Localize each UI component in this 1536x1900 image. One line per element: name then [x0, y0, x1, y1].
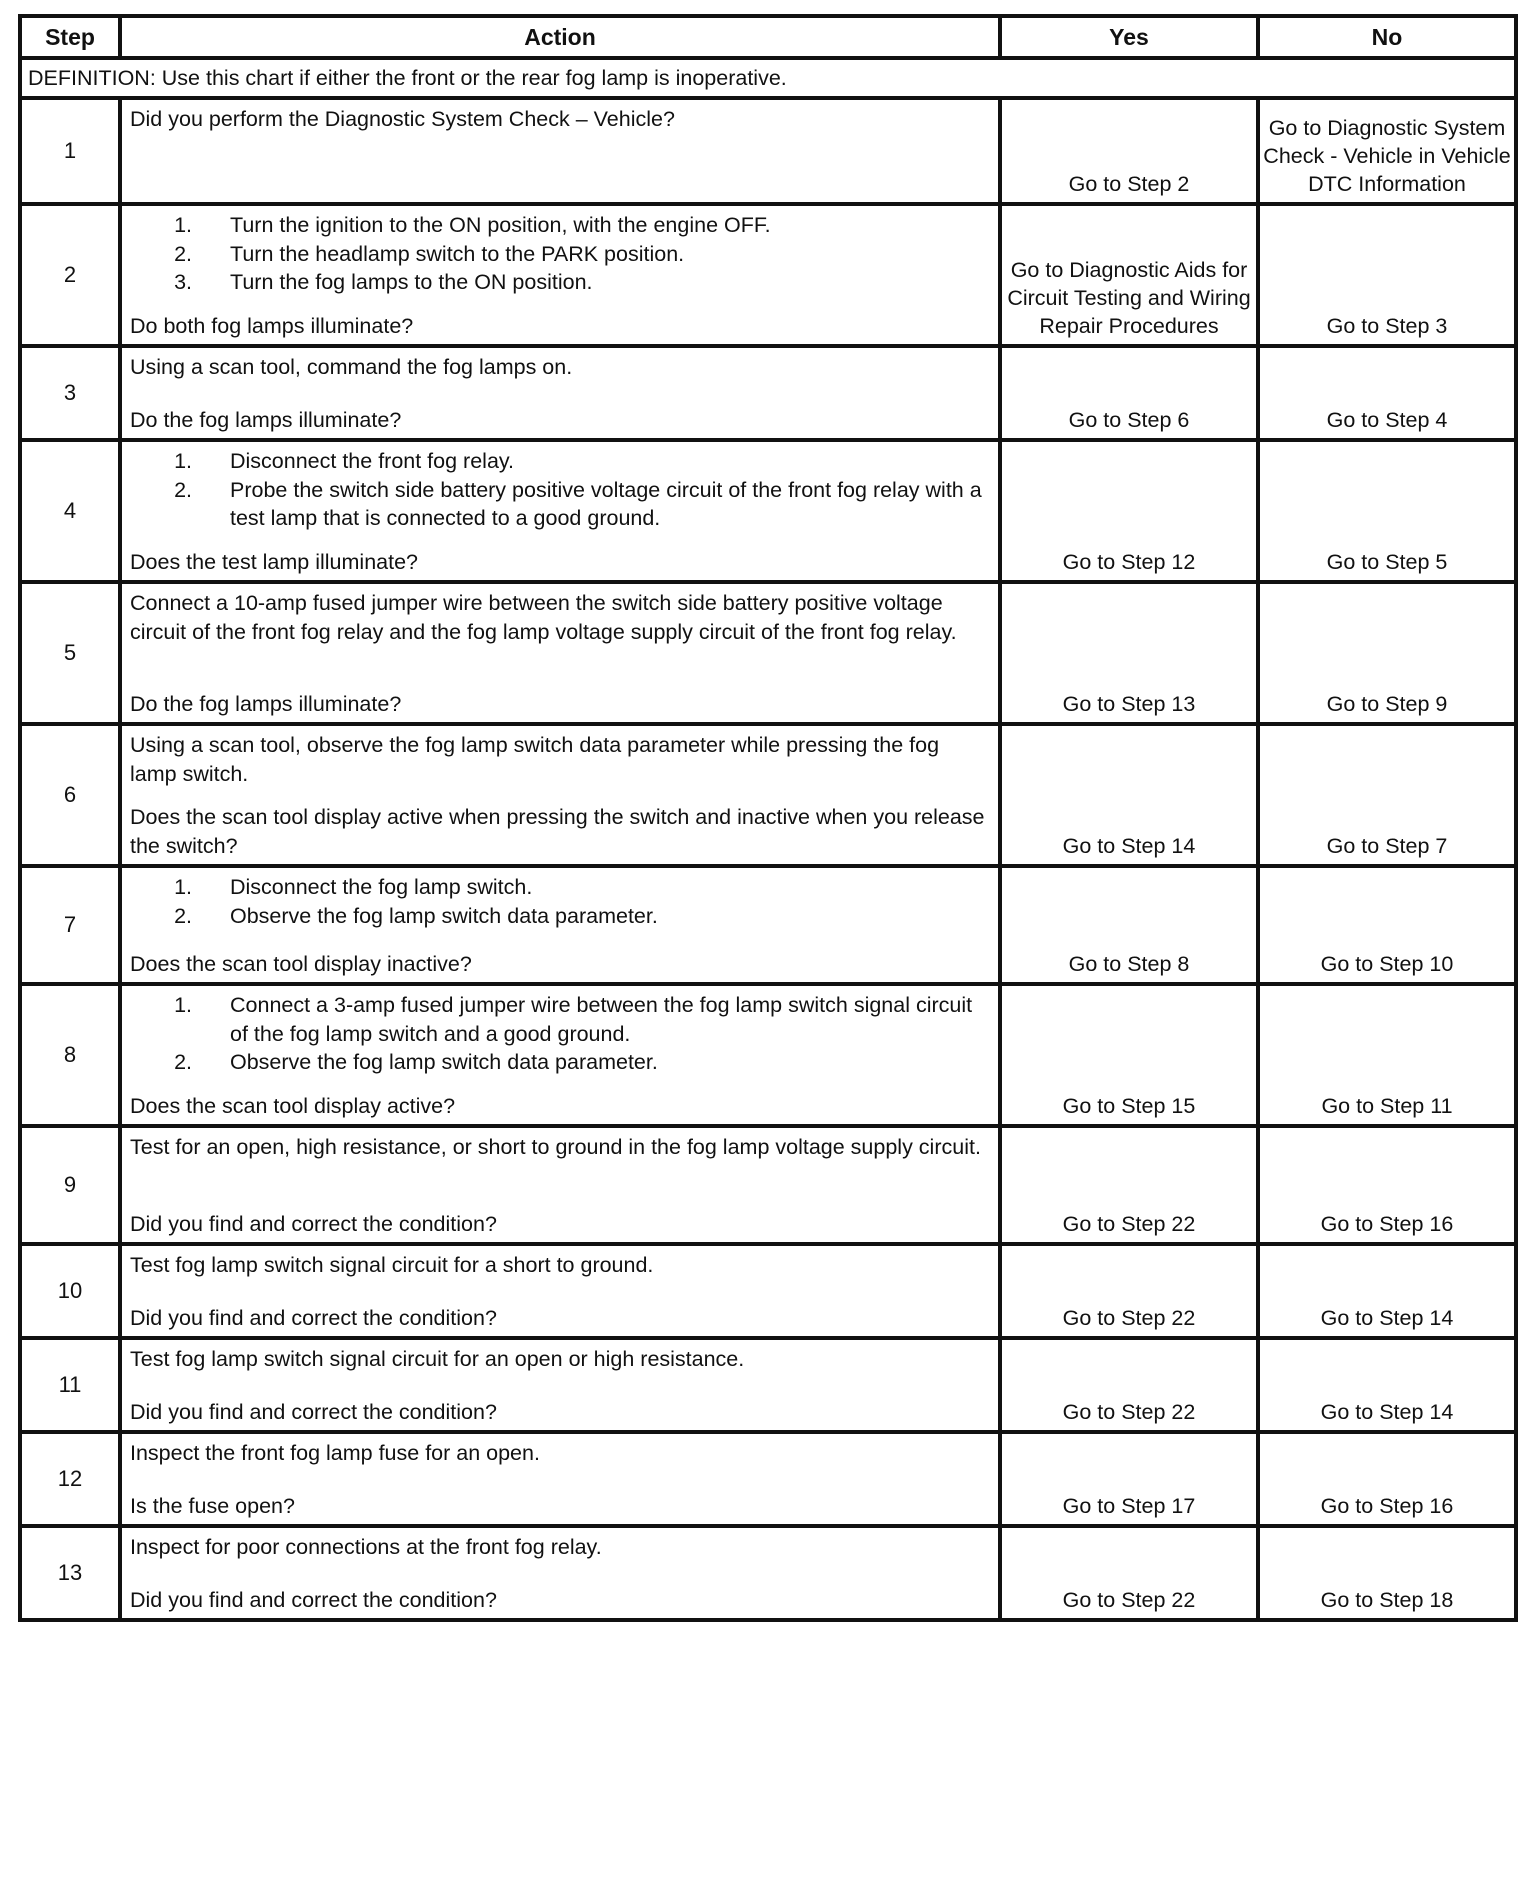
action-step-text: Turn the fog lamps to the ON position. — [230, 270, 593, 294]
action-step-text: Turn the headlamp switch to the PARK position. — [230, 241, 685, 266]
action-content — [122, 584, 998, 722]
action-cell — [120, 582, 1000, 724]
no-result: Go to Step 14 — [1258, 1338, 1516, 1432]
diagnostic-table — [18, 14, 1518, 1622]
action-step-number: 1. — [174, 449, 192, 473]
action-step-text: Connect a 3-amp fused jumper wire between the fog lamp switch signal circuit of the fog lamp switch and a good ground. — [230, 993, 973, 1046]
action-instructions — [130, 731, 990, 788]
action-step-number: 2. — [174, 241, 192, 266]
definition-row — [20, 58, 1516, 98]
action-step-item — [130, 991, 990, 1048]
no-result: Go to Step 7 — [1258, 724, 1516, 866]
step-row — [20, 1526, 1516, 1620]
step-number: 3 — [20, 346, 120, 440]
action-instructions — [130, 1533, 990, 1562]
action-content — [122, 1246, 998, 1336]
action-instructions — [130, 447, 990, 533]
step-row — [20, 1126, 1516, 1244]
action-question: Did you find and correct the condition? — [130, 1399, 497, 1424]
no-result: Go to Step 11 — [1258, 984, 1516, 1126]
header-no: No — [1258, 16, 1516, 58]
yes-result: Go to Step 14 — [1000, 724, 1258, 866]
action-step-number: 1. — [174, 213, 192, 237]
action-instructions — [130, 353, 990, 382]
action-cell — [120, 204, 1000, 346]
no-result: Go to Step 3 — [1258, 204, 1516, 346]
yes-result: Go to Step 17 — [1000, 1432, 1258, 1526]
action-content — [122, 726, 998, 864]
action-cell — [120, 98, 1000, 204]
action-step-item — [130, 211, 990, 240]
action-content — [122, 1434, 998, 1524]
action-cell — [120, 984, 1000, 1126]
action-content — [122, 1528, 998, 1618]
yes-result: Go to Step 6 — [1000, 346, 1258, 440]
action-step-number: 1. — [174, 875, 192, 899]
step-row — [20, 440, 1516, 582]
action-step-list — [130, 447, 990, 533]
action-cell — [120, 346, 1000, 440]
action-instructions — [130, 589, 990, 646]
action-cell — [120, 440, 1000, 582]
action-content — [122, 442, 998, 580]
step-row — [20, 582, 1516, 724]
yes-result: Go to Step 22 — [1000, 1244, 1258, 1338]
yes-result: Go to Diagnostic Aids for Circuit Testing and Wiring Repair Procedures — [1000, 204, 1258, 346]
step-number: 11 — [20, 1338, 120, 1432]
action-step-text: Probe the switch side battery positive voltage circuit of the front fog relay with a test lamp that is connected to a good ground. — [230, 477, 982, 530]
header-step: Step — [20, 16, 120, 58]
action-step-text: Disconnect the front fog relay. — [230, 449, 515, 473]
action-intro-text: Using a scan tool, observe the fog lamp switch data parameter while pressing the fog lamp switch. — [130, 733, 940, 786]
action-step-number: 2. — [174, 1050, 192, 1074]
step-row — [20, 1244, 1516, 1338]
action-step-text: Observe the fog lamp switch data parameter. — [230, 903, 658, 928]
header-yes: Yes — [1000, 16, 1258, 58]
step-number: 4 — [20, 440, 120, 582]
action-content — [122, 1128, 998, 1242]
step-number: 5 — [20, 582, 120, 724]
action-step-list — [130, 873, 990, 930]
action-cell — [120, 1338, 1000, 1432]
no-result: Go to Step 14 — [1258, 1244, 1516, 1338]
action-question: Does the scan tool display active? — [130, 1093, 456, 1118]
action-cell — [120, 1126, 1000, 1244]
action-step-item — [130, 873, 990, 902]
action-question: Does the scan tool display active when pressing the switch and inactive when you release the switch? — [130, 805, 985, 858]
step-number: 2 — [20, 204, 120, 346]
action-instructions — [130, 1439, 990, 1468]
step-number: 8 — [20, 984, 120, 1126]
action-intro-text: Test for an open, high resistance, or short to ground in the fog lamp voltage supply circuit. — [130, 1135, 981, 1159]
yes-result: Go to Step 13 — [1000, 582, 1258, 724]
action-question: Is the fuse open? — [130, 1493, 295, 1518]
header-action: Action — [120, 16, 1000, 58]
action-question: Do the fog lamps illuminate? — [130, 407, 402, 432]
action-cell — [120, 866, 1000, 984]
action-intro-text: Using a scan tool, command the fog lamps on. — [130, 355, 573, 379]
action-cell — [120, 1526, 1000, 1620]
action-step-text: Disconnect the fog lamp switch. — [230, 875, 533, 899]
action-step-item — [130, 268, 990, 297]
action-step-text: Turn the ignition to the ON position, with the engine OFF. — [230, 213, 771, 237]
action-content — [122, 206, 998, 344]
action-cell — [120, 1432, 1000, 1526]
step-number: 7 — [20, 866, 120, 984]
action-step-item — [130, 476, 990, 533]
action-question: Does the test lamp illuminate? — [130, 549, 419, 574]
yes-result: Go to Step 12 — [1000, 440, 1258, 582]
action-step-item — [130, 447, 990, 476]
action-instructions — [130, 873, 990, 930]
yes-result: Go to Step 15 — [1000, 984, 1258, 1126]
no-result: Go to Step 5 — [1258, 440, 1516, 582]
step-row — [20, 724, 1516, 866]
action-cell — [120, 1244, 1000, 1338]
action-intro-text: Inspect the front fog lamp fuse for an open. — [130, 1441, 540, 1465]
no-result: Go to Step 4 — [1258, 346, 1516, 440]
step-row — [20, 346, 1516, 440]
step-number: 6 — [20, 724, 120, 866]
action-question: Did you find and correct the condition? — [130, 1305, 497, 1330]
no-result: Go to Step 9 — [1258, 582, 1516, 724]
action-step-number: 1. — [174, 993, 192, 1017]
action-step-number: 2. — [174, 477, 192, 502]
definition-text: DEFINITION: Use this chart if either the front or the rear fog lamp is inoperative. — [20, 58, 1516, 98]
step-number: 12 — [20, 1432, 120, 1526]
diagnostic-document — [18, 14, 1514, 1622]
step-number: 13 — [20, 1526, 120, 1620]
action-instructions — [130, 1251, 990, 1280]
action-step-number: 3. — [174, 270, 192, 294]
action-step-item — [130, 902, 990, 931]
action-step-list — [130, 211, 990, 297]
step-row — [20, 98, 1516, 204]
no-result: Go to Step 16 — [1258, 1126, 1516, 1244]
step-number: 1 — [20, 98, 120, 204]
no-result: Go to Step 16 — [1258, 1432, 1516, 1526]
action-instructions — [130, 211, 990, 297]
step-row — [20, 984, 1516, 1126]
step-row — [20, 1338, 1516, 1432]
action-intro-text: Did you perform the Diagnostic System Check – Vehicle? — [130, 107, 675, 131]
action-question: Does the scan tool display inactive? — [130, 951, 472, 976]
step-number: 10 — [20, 1244, 120, 1338]
action-content — [122, 1340, 998, 1430]
step-row — [20, 204, 1516, 346]
step-row — [20, 1432, 1516, 1526]
action-content — [122, 348, 998, 438]
action-question: Did you find and correct the condition? — [130, 1211, 497, 1236]
yes-result: Go to Step 22 — [1000, 1526, 1258, 1620]
action-question: Do both fog lamps illuminate? — [130, 313, 414, 338]
action-question: Do the fog lamps illuminate? — [130, 691, 402, 716]
action-instructions — [130, 1133, 990, 1162]
action-content — [122, 868, 998, 982]
action-intro-text: Inspect for poor connections at the front fog relay. — [130, 1535, 602, 1559]
action-cell — [120, 724, 1000, 866]
action-intro-text: Connect a 10-amp fused jumper wire between the switch side battery positive voltage circuit of the front fog relay and the fog lamp voltage supply circuit of the front fog relay. — [130, 591, 957, 644]
no-result: Go to Step 10 — [1258, 866, 1516, 984]
step-row — [20, 866, 1516, 984]
action-intro-text: Test fog lamp switch signal circuit for a short to ground. — [130, 1253, 654, 1277]
yes-result: Go to Step 22 — [1000, 1338, 1258, 1432]
action-step-list — [130, 991, 990, 1077]
yes-result: Go to Step 22 — [1000, 1126, 1258, 1244]
action-instructions — [130, 105, 990, 134]
action-question: Did you find and correct the condition? — [130, 1587, 497, 1612]
no-result: Go to Diagnostic System Check - Vehicle in Vehicle DTC Information — [1258, 98, 1516, 204]
yes-result: Go to Step 8 — [1000, 866, 1258, 984]
action-content — [122, 986, 998, 1124]
action-instructions — [130, 1345, 990, 1374]
no-result: Go to Step 18 — [1258, 1526, 1516, 1620]
header-row — [20, 16, 1516, 58]
action-step-item — [130, 240, 990, 269]
action-step-text: Observe the fog lamp switch data parameter. — [230, 1050, 658, 1074]
action-step-number: 2. — [174, 903, 192, 928]
action-content — [122, 100, 998, 202]
action-step-item — [130, 1048, 990, 1077]
step-number: 9 — [20, 1126, 120, 1244]
action-intro-text: Test fog lamp switch signal circuit for an open or high resistance. — [130, 1347, 745, 1371]
yes-result: Go to Step 2 — [1000, 98, 1258, 204]
action-instructions — [130, 991, 990, 1077]
